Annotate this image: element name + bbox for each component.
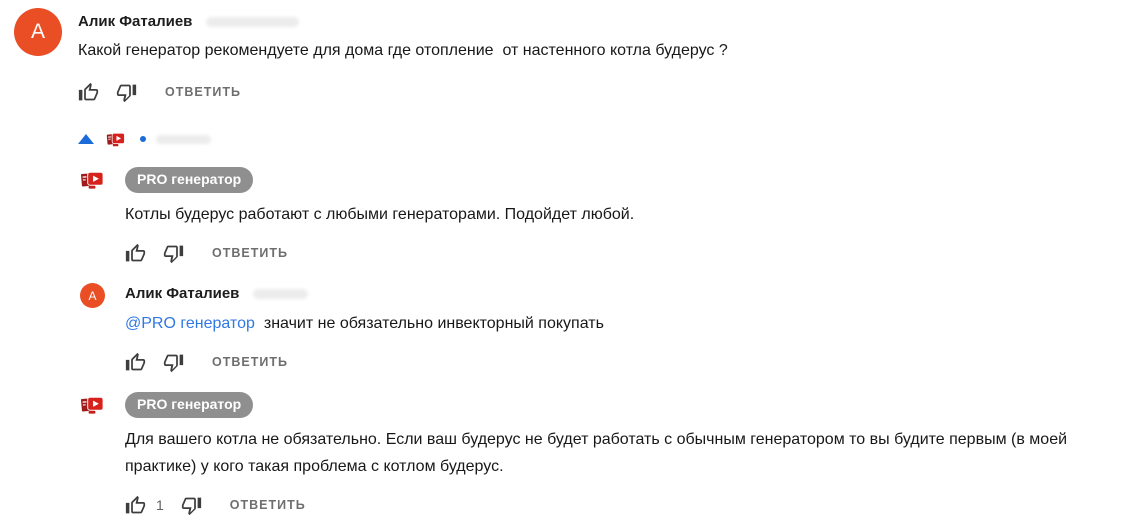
blurred-label xyxy=(156,135,211,144)
blurred-timestamp xyxy=(253,289,308,299)
like-button[interactable] xyxy=(125,495,146,516)
like-button[interactable] xyxy=(125,243,146,264)
thumb-up-icon xyxy=(125,495,146,516)
like-count: 1 xyxy=(156,497,164,513)
pro-generator-logo-icon[interactable] xyxy=(80,392,105,417)
pro-generator-logo-icon[interactable] xyxy=(105,129,127,149)
new-replies-dot xyxy=(140,136,146,142)
reply xyxy=(80,283,1120,373)
owner-badge[interactable]: PRO генератор xyxy=(125,167,253,193)
avatar[interactable]: A xyxy=(14,8,62,56)
reply-text: Для вашего котла не обязательно. Если ваш будерус не будет работать с обычным генератором то вы будите первым (в моей практике) у кого такая проблема с котлом будерус. xyxy=(125,431,1072,475)
reply-text xyxy=(125,310,1120,337)
thumb-down-icon xyxy=(181,495,202,516)
owner-badge[interactable]: PRO генератор xyxy=(125,392,253,418)
thumb-down-icon xyxy=(163,243,184,264)
dislike-button[interactable] xyxy=(116,82,137,103)
author-name[interactable]: Алик Фаталиев xyxy=(125,285,240,302)
reply-button[interactable]: ОТВЕТИТЬ xyxy=(212,355,288,369)
action-row xyxy=(125,242,1120,264)
reply-text: Котлы будерус работают с любыми генераторами. Подойдет любой. xyxy=(125,206,635,223)
reply xyxy=(80,392,1120,516)
dislike-button[interactable] xyxy=(181,495,202,516)
reply xyxy=(80,167,1120,264)
reply-button[interactable]: ОТВЕТИТЬ xyxy=(229,498,306,512)
avatar[interactable]: A xyxy=(80,283,105,308)
action-row xyxy=(125,351,1120,373)
triangle-up-icon[interactable] xyxy=(78,134,94,144)
thumb-down-icon xyxy=(163,352,184,373)
pro-generator-logo-icon[interactable] xyxy=(80,167,105,192)
like-button[interactable] xyxy=(125,352,146,373)
mention-link[interactable]: @PRO генератор xyxy=(125,315,255,332)
author-name[interactable]: Алик Фаталиев xyxy=(78,13,193,30)
comment xyxy=(14,8,1120,103)
replies-list xyxy=(80,167,1120,516)
like-button[interactable] xyxy=(78,82,99,103)
replies-toggle xyxy=(78,131,1120,147)
thumb-up-icon xyxy=(125,352,146,373)
dislike-button[interactable] xyxy=(163,243,184,264)
blurred-timestamp xyxy=(206,17,299,27)
reply-button[interactable]: ОТВЕТИТЬ xyxy=(212,246,288,260)
thumb-up-icon xyxy=(78,82,99,103)
reply-text-body: значит не обязательно инвекторный покупать xyxy=(263,315,604,332)
reply-button[interactable]: ОТВЕТИТЬ xyxy=(165,85,241,99)
dislike-button[interactable] xyxy=(163,352,184,373)
thumb-down-icon xyxy=(116,82,137,103)
action-row xyxy=(78,81,1120,103)
action-row xyxy=(125,494,1120,516)
thumb-up-icon xyxy=(125,243,146,264)
comment-text: Какой генератор рекомендуете для дома где отопление от настенного котла будерус ? xyxy=(78,42,728,59)
